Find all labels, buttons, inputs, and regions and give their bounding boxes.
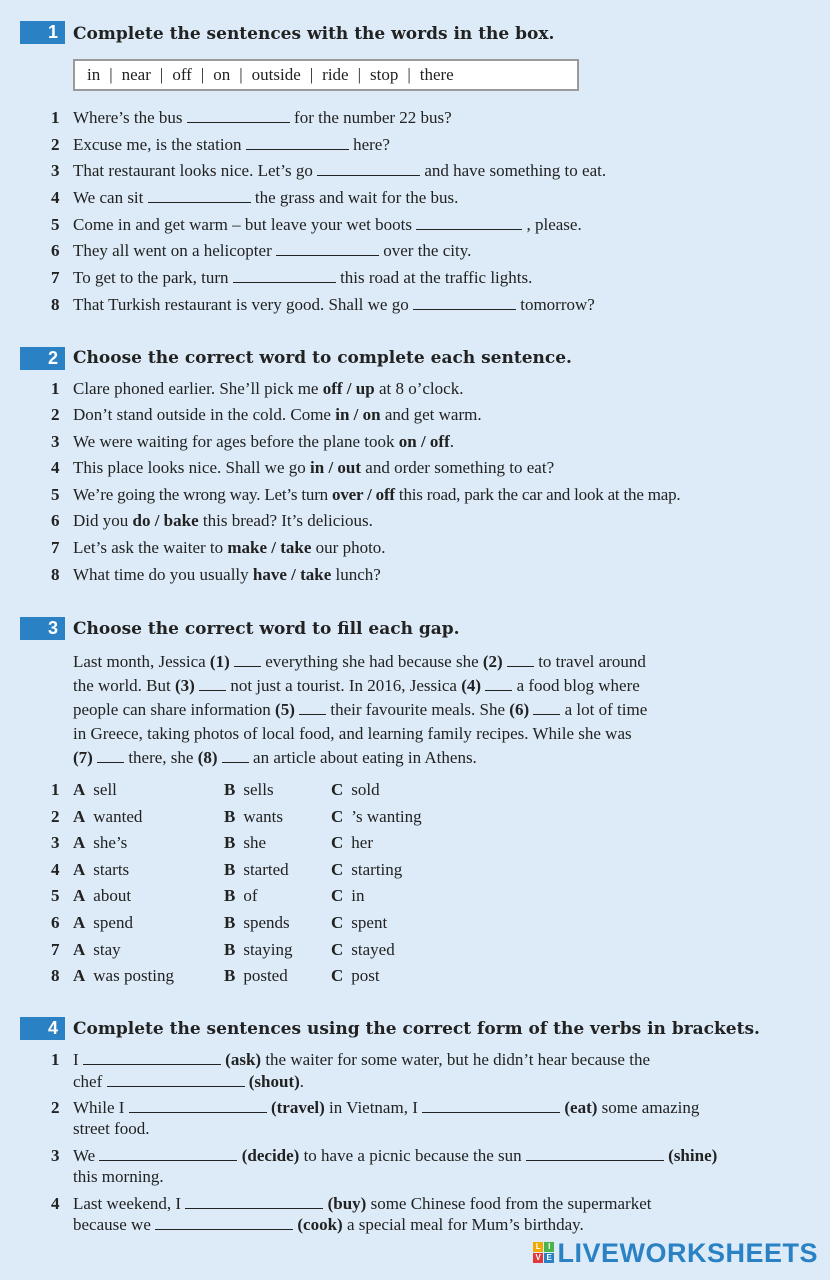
gap-number: (3) <box>175 676 195 695</box>
item-number: 3 <box>51 432 60 451</box>
text-segment: not just a tourist. In 2016, Jessica <box>226 676 462 695</box>
option-text: ’s wanting <box>351 807 422 826</box>
section-1-badge: 1 <box>20 21 65 44</box>
option-a[interactable] <box>73 965 174 987</box>
ex3-option-row <box>0 779 830 801</box>
text-segment: this morning. <box>73 1167 164 1186</box>
text-segment: some Chinese food from the supermarket <box>366 1194 652 1213</box>
sentence-end: the grass and wait for the bus. <box>254 188 459 207</box>
word-choice[interactable]: have / take <box>252 565 332 584</box>
option-letter: A <box>73 833 86 852</box>
answer-gap[interactable] <box>83 1050 221 1065</box>
text-segment: Last weekend, I <box>73 1194 182 1213</box>
sentence-start: Let’s ask the waiter to <box>73 538 228 557</box>
verb-prompt: (decide) <box>241 1146 300 1165</box>
sentence-start: This place looks nice. Shall we go <box>73 458 311 477</box>
sentence-end: and get warm. <box>380 405 482 424</box>
verb-prompt: (buy) <box>327 1194 367 1213</box>
logo-mark-icon: L I V E <box>533 1242 555 1264</box>
sentence-end: this road at the traffic lights. <box>340 268 533 287</box>
ex4-item <box>0 1145 830 1167</box>
text-segment: an article about eating in Athens. <box>248 748 477 767</box>
item-number: 3 <box>51 833 60 852</box>
option-b[interactable] <box>224 885 258 907</box>
word-box-item: near <box>121 65 151 84</box>
paragraph-line <box>73 746 793 770</box>
paragraph-line <box>73 674 793 698</box>
answer-gap[interactable] <box>148 188 251 203</box>
ex4-item <box>0 1193 830 1215</box>
item-number: 1 <box>51 1050 60 1069</box>
item-number: 8 <box>51 295 60 314</box>
text-segment: I <box>73 1050 79 1069</box>
ex2-item <box>0 537 830 559</box>
verb-prompt: (shine) <box>668 1146 718 1165</box>
section-2-badge: 2 <box>20 347 65 370</box>
item-number: 1 <box>51 379 60 398</box>
sentence-end: . <box>449 432 454 451</box>
item-number: 1 <box>51 108 60 127</box>
sentence-end: here? <box>353 135 390 154</box>
item-number: 5 <box>51 485 60 504</box>
word-choice[interactable]: do / bake <box>132 511 199 530</box>
option-letter: C <box>331 940 344 959</box>
ex2-item <box>0 484 830 506</box>
option-c[interactable] <box>331 832 373 854</box>
option-letter: B <box>224 886 236 905</box>
answer-gap[interactable] <box>97 748 124 763</box>
option-text: stay <box>93 940 121 959</box>
option-letter: C <box>331 860 344 879</box>
option-text: wanted <box>93 807 143 826</box>
answer-gap[interactable] <box>187 108 290 123</box>
section-3-instruction: Choose the correct word to fill each gap. <box>73 619 460 639</box>
ex4-item <box>0 1097 830 1119</box>
ex4-item <box>0 1049 830 1071</box>
option-text: spends <box>243 913 290 932</box>
option-a[interactable] <box>73 832 127 854</box>
sentence-end: and order something to eat? <box>361 458 555 477</box>
paragraph-line: in Greece, taking photos of local food, and learning family recipes. While she was <box>73 724 632 743</box>
option-text: starts <box>93 860 130 879</box>
text-segment: their favourite meals. She <box>326 700 510 719</box>
item-number: 8 <box>51 565 60 584</box>
sentence-end: this road, park the car and look at the map. <box>394 485 681 504</box>
option-a[interactable] <box>73 885 131 907</box>
item-number: 6 <box>51 913 60 932</box>
text-segment: there, she <box>124 748 198 767</box>
ex4-item-continued <box>0 1071 830 1093</box>
ex2-item <box>0 378 830 400</box>
option-letter: C <box>331 913 344 932</box>
text-segment: the waiter for some water, but he didn’t hear because the <box>261 1050 650 1069</box>
sentence-end: over the city. <box>383 241 472 260</box>
section-4-badge: 4 <box>20 1017 65 1040</box>
answer-gap[interactable] <box>199 676 226 691</box>
option-letter: B <box>224 966 236 985</box>
answer-gap[interactable] <box>99 1146 237 1161</box>
item-number: 2 <box>51 405 60 424</box>
option-c[interactable] <box>331 965 380 987</box>
gap-number: (8) <box>197 748 218 767</box>
option-b[interactable] <box>224 806 283 828</box>
text-segment: everything she had because she <box>261 652 483 671</box>
sentence-start: Where’s the bus <box>73 108 183 127</box>
answer-gap[interactable] <box>155 1215 293 1230</box>
option-b[interactable] <box>224 939 292 961</box>
word-box: in | near | off | on | outside | ride | stop | there <box>73 59 579 91</box>
word-choice[interactable]: in / out <box>310 458 362 477</box>
word-choice[interactable]: over / off <box>332 485 395 504</box>
option-text: spent <box>351 913 388 932</box>
text-segment: some amazing <box>597 1098 700 1117</box>
option-text: she <box>243 833 267 852</box>
option-c[interactable] <box>331 779 380 801</box>
ex1-item <box>0 187 830 209</box>
ex3-option-row <box>0 965 830 987</box>
option-letter: A <box>73 886 86 905</box>
option-c[interactable] <box>331 806 422 828</box>
logo-text: LIVEWORKSHEETS <box>557 1238 818 1268</box>
ex3-option-row <box>0 806 830 828</box>
ex3-option-row <box>0 885 830 907</box>
ex4-item-continued <box>0 1166 830 1188</box>
item-number: 5 <box>51 886 60 905</box>
text-segment: street food. <box>73 1119 150 1138</box>
option-text: sold <box>351 780 380 799</box>
option-b[interactable] <box>224 859 289 881</box>
option-letter: B <box>224 940 236 959</box>
word-choice[interactable]: on / off <box>398 432 450 451</box>
text-segment: Last month, Jessica <box>73 652 210 671</box>
option-a[interactable] <box>73 912 133 934</box>
verb-prompt: (travel) <box>270 1098 325 1117</box>
option-letter: B <box>224 780 236 799</box>
gap-number: (6) <box>509 700 530 719</box>
ex2-item <box>0 431 830 453</box>
item-number: 1 <box>51 780 60 799</box>
option-text: in <box>351 886 365 905</box>
option-text: was posting <box>93 966 175 985</box>
option-b[interactable] <box>224 912 290 934</box>
text-segment: chef <box>73 1072 103 1091</box>
sentence-end: and have something to eat. <box>424 161 607 180</box>
section-1-instruction: Complete the sentences with the words in the box. <box>73 24 555 44</box>
option-a[interactable] <box>73 939 121 961</box>
option-text: sell <box>93 780 117 799</box>
gap-number: (5) <box>275 700 295 719</box>
item-number: 2 <box>51 135 60 154</box>
sentence-start: Did you <box>73 511 133 530</box>
gap-number: (2) <box>482 652 503 671</box>
option-text: starting <box>351 860 403 879</box>
gap-number: (1) <box>209 652 230 671</box>
verb-prompt: (cook) <box>297 1215 343 1234</box>
sentence-end: this bread? It’s delicious. <box>198 511 373 530</box>
ex2-item <box>0 564 830 586</box>
sentence-end: lunch? <box>331 565 381 584</box>
option-letter: A <box>73 940 86 959</box>
item-number: 4 <box>51 458 60 477</box>
answer-gap[interactable] <box>317 161 420 176</box>
text-segment: in Vietnam, I <box>324 1098 418 1117</box>
section-4-instruction: Complete the sentences using the correct form of the verbs in brackets. <box>73 1019 760 1039</box>
item-number: 4 <box>51 860 60 879</box>
ex2-item <box>0 404 830 426</box>
sentence-start: Don’t stand outside in the cold. Come <box>73 405 336 424</box>
text-segment: to have a picnic because the sun <box>299 1146 522 1165</box>
text-segment: We <box>73 1146 96 1165</box>
option-letter: B <box>224 913 236 932</box>
option-text: wants <box>243 807 284 826</box>
option-b[interactable] <box>224 832 266 854</box>
text-segment: to travel around <box>533 652 646 671</box>
sentence-start: What time do you usually <box>73 565 253 584</box>
word-box-item: stop <box>370 65 399 84</box>
word-box-item: there <box>419 65 454 84</box>
option-letter: B <box>224 860 236 879</box>
text-segment: While I <box>73 1098 125 1117</box>
section-2-instruction: Choose the correct word to complete each sentence. <box>73 348 572 368</box>
option-letter: B <box>224 807 236 826</box>
answer-gap[interactable] <box>507 652 534 667</box>
option-letter: C <box>331 807 344 826</box>
option-letter: C <box>331 833 344 852</box>
option-letter: B <box>224 833 236 852</box>
sentence-end: , please. <box>526 215 582 234</box>
answer-gap[interactable] <box>526 1146 664 1161</box>
answer-gap[interactable] <box>222 748 249 763</box>
word-box-item: ride <box>322 65 349 84</box>
verb-prompt: (shout) <box>248 1072 300 1091</box>
ex2-item <box>0 510 830 532</box>
option-c[interactable] <box>331 859 402 881</box>
sentence-end: our photo. <box>311 538 386 557</box>
gap-number: (4) <box>461 676 482 695</box>
answer-gap[interactable] <box>413 295 516 310</box>
word-choice[interactable]: off / up <box>322 379 375 398</box>
sentence-start: That restaurant looks nice. Let’s go <box>73 161 313 180</box>
option-text: started <box>243 860 289 879</box>
cloze-paragraph <box>73 650 793 770</box>
text-segment: a special meal for Mum’s birthday. <box>342 1215 584 1234</box>
option-b[interactable] <box>224 779 274 801</box>
ex1-item <box>0 107 830 129</box>
option-c[interactable] <box>331 939 395 961</box>
text-segment: a food blog where <box>512 676 640 695</box>
sentence-start: We’re going the wrong way. Let’s turn <box>73 485 333 504</box>
option-letter: A <box>73 780 86 799</box>
option-letter: A <box>73 807 86 826</box>
text-segment: people can share information <box>73 700 276 719</box>
item-number: 3 <box>51 161 60 180</box>
sentence-start: Come in and get warm – but leave your wet boots <box>73 215 412 234</box>
option-a[interactable] <box>73 806 142 828</box>
word-choice[interactable]: make / take <box>227 538 312 557</box>
ex3-option-row <box>0 939 830 961</box>
option-text: sells <box>243 780 274 799</box>
answer-gap[interactable] <box>233 268 336 283</box>
text-segment: the world. But <box>73 676 175 695</box>
item-number: 2 <box>51 1098 60 1117</box>
option-text: staying <box>243 940 293 959</box>
option-text: she’s <box>93 833 128 852</box>
sentence-start: That Turkish restaurant is very good. Shall we go <box>73 295 409 314</box>
answer-gap[interactable] <box>246 135 349 150</box>
option-text: post <box>351 966 380 985</box>
answer-gap[interactable] <box>416 215 522 230</box>
ex4-item-continued <box>0 1214 830 1236</box>
word-box-item: in <box>87 65 101 84</box>
ex1-item <box>0 134 830 156</box>
item-number: 4 <box>51 1194 60 1213</box>
option-text: spend <box>93 913 133 932</box>
paragraph-line <box>73 698 793 722</box>
text-segment: . <box>299 1072 305 1091</box>
answer-gap[interactable] <box>422 1098 560 1113</box>
sentence-end: for the number 22 bus? <box>294 108 452 127</box>
option-letter: C <box>331 886 344 905</box>
option-letter: C <box>331 966 344 985</box>
answer-gap[interactable] <box>299 700 326 715</box>
item-number: 7 <box>51 940 60 959</box>
answer-gap[interactable] <box>185 1194 323 1209</box>
sentence-start: To get to the park, turn <box>73 268 229 287</box>
item-number: 3 <box>51 1146 60 1165</box>
item-number: 8 <box>51 966 60 985</box>
answer-gap[interactable] <box>129 1098 267 1113</box>
item-number: 5 <box>51 215 60 234</box>
ex1-item <box>0 294 830 316</box>
gap-number: (7) <box>73 748 93 767</box>
paragraph-line <box>73 650 793 674</box>
sentence-end: at 8 o’clock. <box>374 379 464 398</box>
section-3-badge: 3 <box>20 617 65 640</box>
option-text: about <box>93 886 132 905</box>
answer-gap[interactable] <box>533 700 560 715</box>
item-number: 6 <box>51 511 60 530</box>
answer-gap[interactable] <box>276 241 379 256</box>
ex1-item <box>0 267 830 289</box>
option-letter: C <box>331 780 344 799</box>
option-letter: A <box>73 860 86 879</box>
sentence-start: Excuse me, is the station <box>73 135 242 154</box>
option-a[interactable] <box>73 859 129 881</box>
answer-gap[interactable] <box>485 676 512 691</box>
text-segment: because we <box>73 1215 151 1234</box>
ex4-item-continued <box>0 1118 830 1140</box>
sentence-start: Clare phoned earlier. She’ll pick me <box>73 379 323 398</box>
sentence-end: tomorrow? <box>520 295 595 314</box>
ex2-item <box>0 457 830 479</box>
word-choice[interactable]: in / on <box>335 405 381 424</box>
option-a[interactable] <box>73 779 117 801</box>
option-text: of <box>243 886 258 905</box>
item-number: 7 <box>51 268 60 287</box>
verb-prompt: (eat) <box>564 1098 598 1117</box>
answer-gap[interactable] <box>234 652 261 667</box>
item-number: 2 <box>51 807 60 826</box>
word-box-item: off <box>172 65 192 84</box>
option-letter: A <box>73 913 86 932</box>
verb-prompt: (ask) <box>225 1050 262 1069</box>
ex3-option-row <box>0 859 830 881</box>
item-number: 6 <box>51 241 60 260</box>
word-box-item: outside <box>251 65 301 84</box>
option-text: stayed <box>351 940 395 959</box>
item-number: 4 <box>51 188 60 207</box>
option-text: posted <box>243 966 288 985</box>
answer-gap[interactable] <box>107 1072 245 1087</box>
sentence-start: They all went on a helicopter <box>73 241 272 260</box>
text-segment: a lot of time <box>560 700 648 719</box>
option-c[interactable] <box>331 885 365 907</box>
ex3-option-row <box>0 912 830 934</box>
word-box-item: on <box>213 65 231 84</box>
ex1-item <box>0 240 830 262</box>
option-b[interactable] <box>224 965 288 987</box>
option-text: her <box>351 833 373 852</box>
ex3-option-row <box>0 832 830 854</box>
ex1-item <box>0 160 830 182</box>
option-letter: A <box>73 966 86 985</box>
sentence-start: We can sit <box>73 188 144 207</box>
sentence-start: We were waiting for ages before the plane took <box>73 432 399 451</box>
liveworksheets-logo[interactable] <box>533 1238 818 1269</box>
ex1-item <box>0 214 830 236</box>
option-c[interactable] <box>331 912 387 934</box>
item-number: 7 <box>51 538 60 557</box>
